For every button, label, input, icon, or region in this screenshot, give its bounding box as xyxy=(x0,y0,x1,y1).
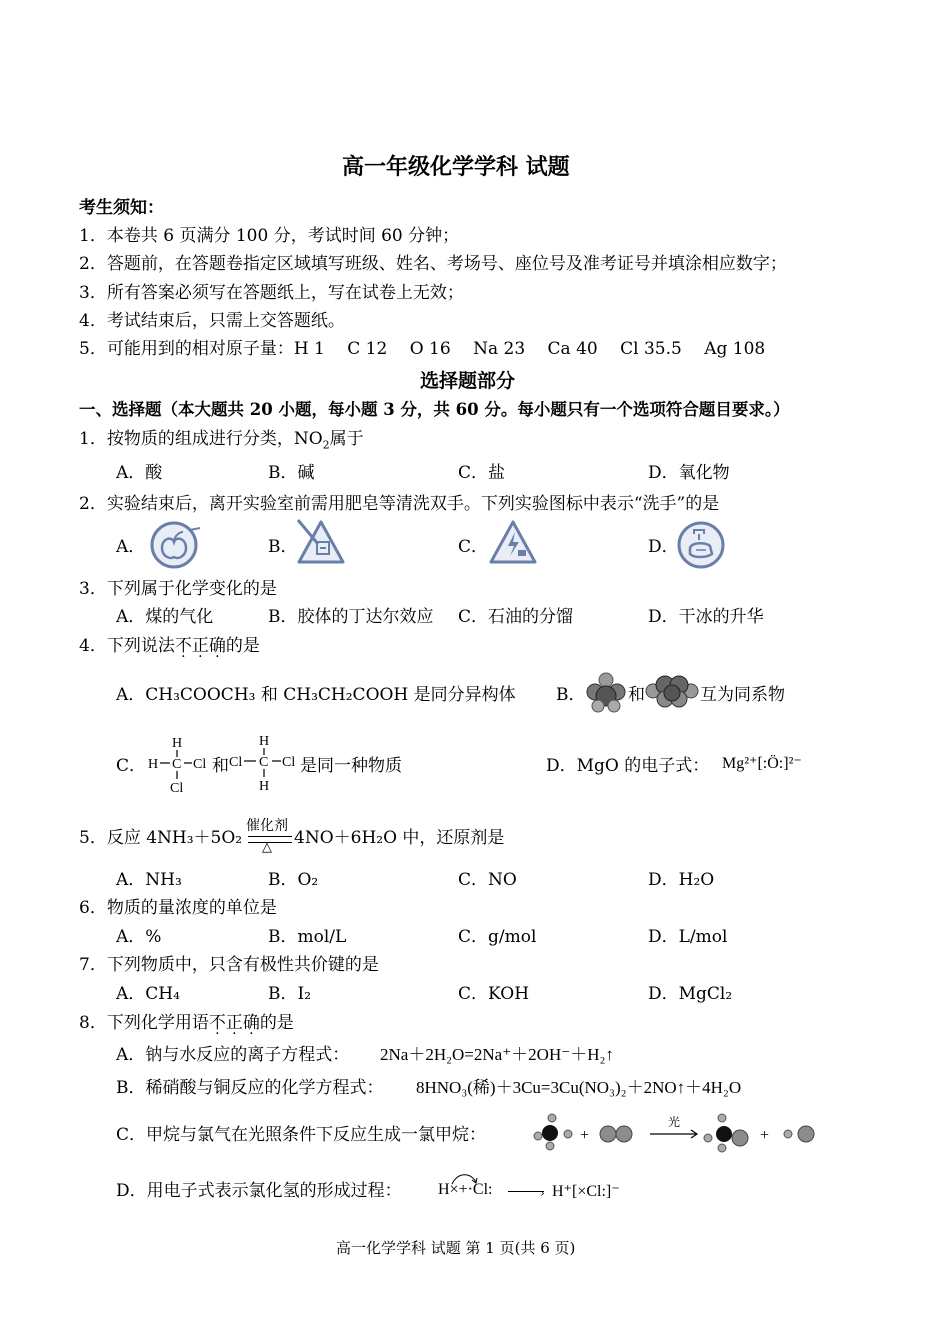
q5-option-b: B．O₂ xyxy=(268,870,319,890)
q7-option-c: C．KOH xyxy=(458,984,530,1004)
q8-option-b-label: B．稀硝酸与铜反应的化学方程式： xyxy=(116,1078,384,1098)
electric-hazard-icon xyxy=(488,518,538,566)
q6-option-b: B．mol/L xyxy=(268,927,347,947)
q4-option-d: D．MgO 的电子式： xyxy=(546,756,710,776)
q6-option-d: D．L/mol xyxy=(648,927,728,947)
q2-option-b: B． xyxy=(268,537,298,557)
section-heading: 一、选择题（本大题共 20 小题，每小题 3 分，共 60 分。每小题只有一个选项符合题目要求。） xyxy=(79,400,790,419)
q1-option-c: C．盐 xyxy=(458,463,506,483)
q3-option-d: D．干冰的升华 xyxy=(648,607,764,627)
notice-item: 2．答题前，在答题卷指定区域填写班级、姓名、考场号、座位号及准考证号并填涂相应数字； xyxy=(79,254,787,274)
apple-icon xyxy=(148,520,202,570)
mgo-electron-formula: Mg²⁺[:Ö:]²⁻ xyxy=(722,755,802,772)
q5-option-a: A．NH₃ xyxy=(116,870,182,890)
methane-chlorination-diagram xyxy=(528,1108,828,1154)
svg-text:+: + xyxy=(760,1127,770,1144)
svg-text:C: C xyxy=(259,755,269,770)
q5-option-d: D．H₂O xyxy=(648,870,715,890)
q1-option-b: B．碱 xyxy=(268,463,315,483)
q8-option-c-label: C．甲烷与氯气在光照条件下反应生成一氯甲烷： xyxy=(116,1125,487,1145)
light-label: 光 xyxy=(668,1115,681,1129)
q6-option-c: C．g/mol xyxy=(458,927,537,947)
q3-option-c: C．石油的分馏 xyxy=(458,607,574,627)
part-title: 选择题部分 xyxy=(420,370,516,392)
butane-ball-model-icon xyxy=(645,671,699,713)
q7-option-b: B．I₂ xyxy=(268,984,312,1004)
atom-c-label: C xyxy=(172,757,182,772)
sharp-object-warning-icon xyxy=(296,518,346,566)
question-4-stem: 4．下列说法不正确的是 xyxy=(79,636,260,656)
q7-option-a: A．CH₄ xyxy=(116,984,180,1004)
page-title: 高一年级化学学科 试题 xyxy=(342,154,570,180)
hand-washing-icon xyxy=(676,520,726,570)
q4-option-c-tail: 是同一种物质 xyxy=(300,756,402,776)
q8-option-d-label: D．用电子式表示氯化氢的形成过程： xyxy=(116,1181,402,1201)
question-7-stem: 7．下列物质中，只含有极性共价键的是 xyxy=(79,955,379,975)
page-footer: 高一化学学科 试题 第 1 页(共 6 页) xyxy=(336,1239,576,1257)
dichloromethane-structure-2 xyxy=(229,731,301,797)
propane-ball-model-icon xyxy=(584,670,628,714)
q4-option-b-tail: 互为同系物 xyxy=(700,685,785,705)
q4-option-c-and: 和 xyxy=(212,756,229,776)
atom-h-label: H xyxy=(172,736,183,751)
question-2-stem: 2．实验结束后，离开实验室前需用肥皂等清洗双手。下列实验图标中表示“洗手”的是 xyxy=(79,494,720,514)
catalyst-label: 催化剂 xyxy=(246,818,288,834)
svg-text:H: H xyxy=(259,779,270,794)
atom-cl-label: Cl xyxy=(170,781,184,795)
reaction-arrow-head: › xyxy=(540,1186,545,1200)
reaction-arrow xyxy=(508,1191,544,1192)
q8-option-b-equation: 8HNO₃(稀)＋3Cu=3Cu(NO₃)₂＋2NO↑＋4H₂O xyxy=(416,1078,742,1097)
svg-text:H: H xyxy=(259,734,270,749)
svg-text:Cl: Cl xyxy=(282,755,296,770)
question-3-stem: 3．下列属于化学变化的是 xyxy=(79,579,277,599)
q8-option-a-equation: 2Na＋2H₂O=2Na⁺＋2OH⁻＋H₂↑ xyxy=(380,1045,614,1064)
notice-item: 4．考试结束后，只需上交答题纸。 xyxy=(79,311,345,331)
atom-h-label: H xyxy=(148,757,159,772)
notice-item: 1．本卷共 6 页满分 100 分，考试时间 60 分钟； xyxy=(79,226,460,246)
notice-item: 3．所有答案必须写在答题纸上，写在试卷上无效； xyxy=(79,283,464,303)
notice-item: 5．可能用到的相对原子量：H 1 C 12 O 16 Na 23 Ca 40 Cl 35.5 Ag 108 xyxy=(79,339,766,359)
q1-option-d: D．氧化物 xyxy=(648,463,730,483)
svg-text:+: + xyxy=(580,1127,590,1144)
q3-option-b: B．胶体的丁达尔效应 xyxy=(268,607,434,627)
svg-text:Cl: Cl xyxy=(229,755,243,770)
question-5-stem-right: 4NO＋6H₂O 中，还原剂是 xyxy=(294,828,505,848)
q1-option-a: A．酸 xyxy=(116,463,163,483)
q2-option-a: A． xyxy=(116,537,146,557)
q5-option-c: C．NO xyxy=(458,870,517,890)
q6-option-a: A．% xyxy=(116,927,162,947)
atom-cl-label: Cl xyxy=(193,757,207,772)
heat-symbol: △ xyxy=(262,840,272,855)
notice-heading: 考生须知： xyxy=(79,198,164,218)
hcl-formation-left: H×+·Cl: xyxy=(438,1181,493,1198)
q4-option-a: A．CH₃COOCH₃ 和 CH₃CH₂COOH 是同分异构体 xyxy=(116,685,516,705)
question-1-stem: 1．按物质的组成进行分类，$NO_2$属于 xyxy=(79,429,364,452)
electron-transfer-arrow xyxy=(450,1172,480,1186)
hcl-formation-right: H⁺[×Cl:]⁻ xyxy=(552,1183,620,1200)
q8-option-a-label: A．钠与水反应的离子方程式： xyxy=(116,1045,350,1065)
question-8-stem: 8．下列化学用语不正确的是 xyxy=(79,1013,294,1033)
question-6-stem: 6．物质的量浓度的单位是 xyxy=(79,898,277,918)
q2-option-d: D． xyxy=(648,537,679,557)
dichloromethane-structure-1 xyxy=(146,733,212,795)
q7-option-d: D．MgCl₂ xyxy=(648,984,733,1004)
q4-option-b-and: 和 xyxy=(628,685,645,705)
question-5-stem-left: 5．反应 4NH₃＋5O₂ xyxy=(79,828,243,848)
q2-option-c: C． xyxy=(458,537,489,557)
q4-option-c-label: C． xyxy=(116,756,147,776)
q3-option-a: A．煤的气化 xyxy=(116,607,214,627)
q4-option-b-label: B． xyxy=(556,685,586,705)
